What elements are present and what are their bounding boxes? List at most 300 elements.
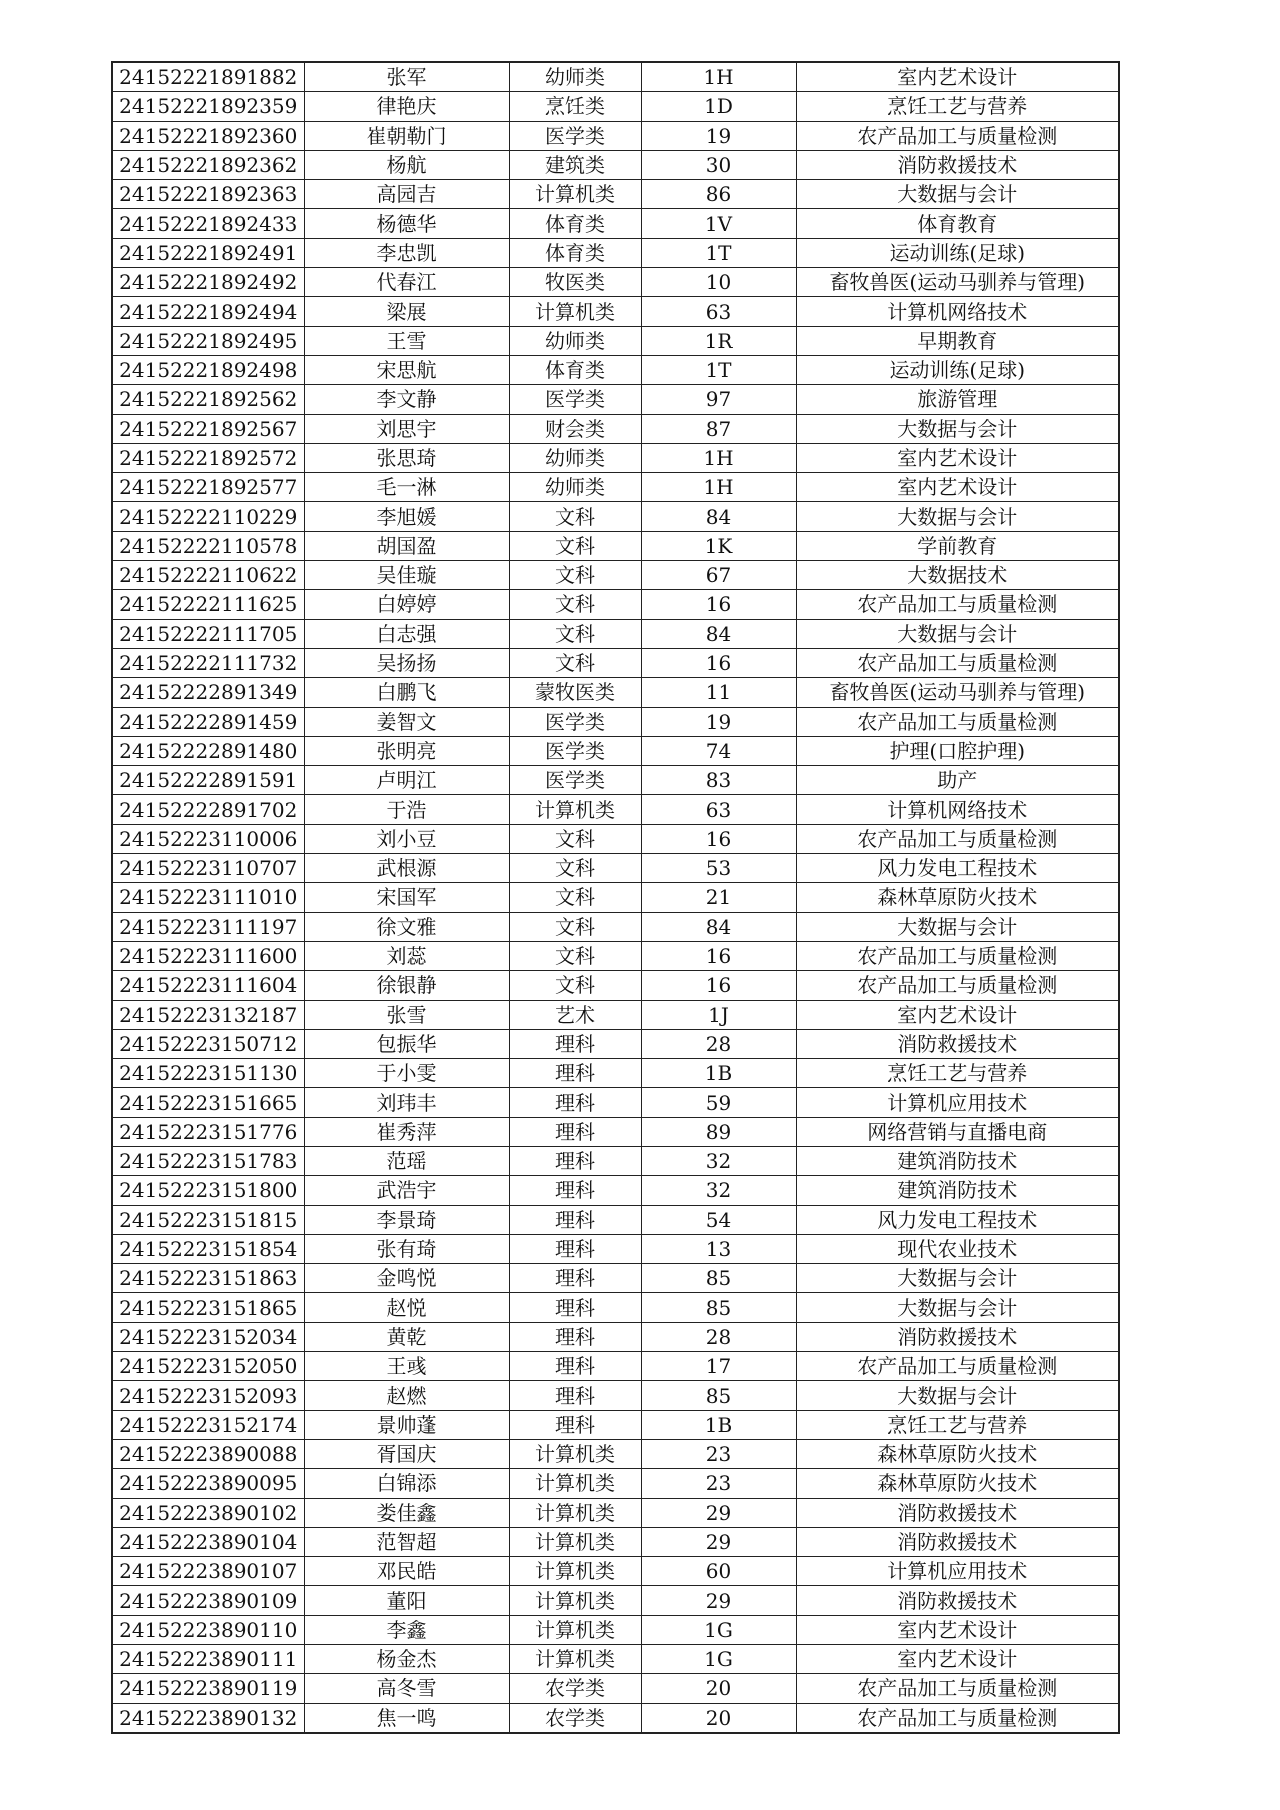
exam-id-cell: 24152221892433 [112, 209, 304, 238]
student-name-cell: 徐银静 [304, 971, 509, 1000]
major-code-cell: 32 [641, 1176, 796, 1205]
exam-id-cell: 24152221892359 [112, 92, 304, 121]
major-name-cell: 大数据与会计 [796, 619, 1119, 648]
category-cell: 计算机类 [509, 1439, 641, 1468]
exam-id-cell: 24152223132187 [112, 1000, 304, 1029]
student-name-cell: 武浩宇 [304, 1176, 509, 1205]
category-cell: 计算机类 [509, 1586, 641, 1615]
table-row [112, 941, 1119, 970]
table-row [112, 1176, 1119, 1205]
major-code-cell: 63 [641, 297, 796, 326]
major-code-cell: 16 [641, 824, 796, 853]
student-name-cell: 白婷婷 [304, 590, 509, 619]
major-code-cell: 23 [641, 1469, 796, 1498]
major-name-cell: 风力发电工程技术 [796, 1205, 1119, 1234]
major-name-cell: 农产品加工与质量检测 [796, 590, 1119, 619]
category-cell: 体育类 [509, 238, 641, 267]
student-name-cell: 刘玮丰 [304, 1088, 509, 1117]
table-row [112, 62, 1119, 92]
table-row [112, 121, 1119, 150]
category-cell: 文科 [509, 854, 641, 883]
major-code-cell: 28 [641, 1322, 796, 1351]
major-name-cell: 大数据与会计 [796, 502, 1119, 531]
table-row [112, 1703, 1119, 1733]
major-code-cell: 16 [641, 971, 796, 1000]
major-name-cell: 畜牧兽医(运动马驯养与管理) [796, 678, 1119, 707]
student-name-cell: 宋思航 [304, 355, 509, 384]
student-name-cell: 崔朝勒门 [304, 121, 509, 150]
major-name-cell: 消防救援技术 [796, 1527, 1119, 1556]
category-cell: 文科 [509, 883, 641, 912]
category-cell: 幼师类 [509, 62, 641, 92]
table-row [112, 1117, 1119, 1146]
table-row [112, 1469, 1119, 1498]
major-name-cell: 消防救援技术 [796, 1498, 1119, 1527]
category-cell: 计算机类 [509, 1498, 641, 1527]
major-code-cell: 32 [641, 1146, 796, 1175]
category-cell: 艺术 [509, 1000, 641, 1029]
table-row [112, 326, 1119, 355]
student-name-cell: 黄乾 [304, 1322, 509, 1351]
student-name-cell: 包振华 [304, 1029, 509, 1058]
student-name-cell: 胡国盈 [304, 531, 509, 560]
exam-id-cell: 24152223151865 [112, 1293, 304, 1322]
category-cell: 文科 [509, 971, 641, 1000]
major-name-cell: 大数据与会计 [796, 1293, 1119, 1322]
student-name-cell: 张雪 [304, 1000, 509, 1029]
major-code-cell: 89 [641, 1117, 796, 1146]
category-cell: 医学类 [509, 121, 641, 150]
category-cell: 农学类 [509, 1703, 641, 1733]
exam-id-cell: 24152223110707 [112, 854, 304, 883]
table-row [112, 1381, 1119, 1410]
major-code-cell: 97 [641, 385, 796, 414]
table-row [112, 1029, 1119, 1058]
category-cell: 理科 [509, 1381, 641, 1410]
major-name-cell: 室内艺术设计 [796, 1000, 1119, 1029]
table-row [112, 180, 1119, 209]
student-name-cell: 于浩 [304, 795, 509, 824]
major-code-cell: 1T [641, 238, 796, 267]
exam-id-cell: 24152223111604 [112, 971, 304, 1000]
student-name-cell: 高园吉 [304, 180, 509, 209]
student-name-cell: 娄佳鑫 [304, 1498, 509, 1527]
table-row [112, 678, 1119, 707]
major-name-cell: 农产品加工与质量检测 [796, 824, 1119, 853]
major-code-cell: 16 [641, 590, 796, 619]
student-name-cell: 赵悦 [304, 1293, 509, 1322]
exam-id-cell: 24152223151863 [112, 1264, 304, 1293]
exam-id-cell: 24152222111705 [112, 619, 304, 648]
major-code-cell: 20 [641, 1674, 796, 1703]
major-code-cell: 63 [641, 795, 796, 824]
table-row [112, 971, 1119, 1000]
major-name-cell: 大数据与会计 [796, 1381, 1119, 1410]
exam-id-cell: 24152223111010 [112, 883, 304, 912]
category-cell: 理科 [509, 1234, 641, 1263]
major-code-cell: 1H [641, 443, 796, 472]
exam-id-cell: 24152223151800 [112, 1176, 304, 1205]
exam-id-cell: 24152221892362 [112, 150, 304, 179]
student-name-cell: 梁展 [304, 297, 509, 326]
exam-id-cell: 24152223111600 [112, 941, 304, 970]
major-name-cell: 消防救援技术 [796, 150, 1119, 179]
table-row [112, 1410, 1119, 1439]
table-row [112, 912, 1119, 941]
student-name-cell: 武根源 [304, 854, 509, 883]
exam-id-cell: 24152221892498 [112, 355, 304, 384]
major-code-cell: 84 [641, 502, 796, 531]
major-code-cell: 29 [641, 1586, 796, 1615]
table-row [112, 1088, 1119, 1117]
student-name-cell: 吴佳璇 [304, 561, 509, 590]
student-name-cell: 卢明江 [304, 766, 509, 795]
major-name-cell: 农产品加工与质量检测 [796, 941, 1119, 970]
category-cell: 文科 [509, 502, 641, 531]
exam-id-cell: 24152223152093 [112, 1381, 304, 1410]
table-row [112, 1059, 1119, 1088]
exam-id-cell: 24152221892491 [112, 238, 304, 267]
exam-id-cell: 24152222110622 [112, 561, 304, 590]
major-name-cell: 烹饪工艺与营养 [796, 1059, 1119, 1088]
major-code-cell: 84 [641, 912, 796, 941]
major-name-cell: 计算机应用技术 [796, 1088, 1119, 1117]
major-code-cell: 1H [641, 62, 796, 92]
category-cell: 医学类 [509, 385, 641, 414]
major-code-cell: 28 [641, 1029, 796, 1058]
major-name-cell: 森林草原防火技术 [796, 883, 1119, 912]
category-cell: 文科 [509, 531, 641, 560]
major-name-cell: 农产品加工与质量检测 [796, 1703, 1119, 1733]
category-cell: 理科 [509, 1146, 641, 1175]
student-name-cell: 于小雯 [304, 1059, 509, 1088]
exam-id-cell: 24152223890107 [112, 1557, 304, 1586]
major-code-cell: 1T [641, 355, 796, 384]
student-name-cell: 杨金杰 [304, 1645, 509, 1674]
exam-id-cell: 24152222891459 [112, 707, 304, 736]
student-name-cell: 范智超 [304, 1527, 509, 1556]
category-cell: 文科 [509, 941, 641, 970]
category-cell: 计算机类 [509, 795, 641, 824]
table-row [112, 1557, 1119, 1586]
major-name-cell: 大数据与会计 [796, 180, 1119, 209]
exam-id-cell: 24152223150712 [112, 1029, 304, 1058]
major-code-cell: 87 [641, 414, 796, 443]
major-name-cell: 大数据技术 [796, 561, 1119, 590]
table-row [112, 1264, 1119, 1293]
table-row [112, 1586, 1119, 1615]
major-name-cell: 室内艺术设计 [796, 1645, 1119, 1674]
major-name-cell: 网络营销与直播电商 [796, 1117, 1119, 1146]
major-name-cell: 烹饪工艺与营养 [796, 1410, 1119, 1439]
table-row [112, 561, 1119, 590]
student-name-cell: 刘蕊 [304, 941, 509, 970]
major-name-cell: 护理(口腔护理) [796, 736, 1119, 765]
exam-id-cell: 24152222111732 [112, 648, 304, 677]
table-row [112, 619, 1119, 648]
exam-id-cell: 24152223890110 [112, 1615, 304, 1644]
exam-id-cell: 24152223151665 [112, 1088, 304, 1117]
major-name-cell: 烹饪工艺与营养 [796, 92, 1119, 121]
major-code-cell: 29 [641, 1498, 796, 1527]
category-cell: 理科 [509, 1322, 641, 1351]
exam-id-cell: 24152222110229 [112, 502, 304, 531]
table-row [112, 824, 1119, 853]
table-row [112, 1205, 1119, 1234]
table-row [112, 150, 1119, 179]
exam-id-cell: 24152223151815 [112, 1205, 304, 1234]
student-name-cell: 李景琦 [304, 1205, 509, 1234]
student-name-cell: 李忠凯 [304, 238, 509, 267]
exam-id-cell: 24152223890111 [112, 1645, 304, 1674]
exam-id-cell: 24152221892562 [112, 385, 304, 414]
student-name-cell: 律艳庆 [304, 92, 509, 121]
exam-id-cell: 24152221892492 [112, 268, 304, 297]
major-name-cell: 消防救援技术 [796, 1029, 1119, 1058]
major-code-cell: 20 [641, 1703, 796, 1733]
major-name-cell: 农产品加工与质量检测 [796, 1674, 1119, 1703]
category-cell: 体育类 [509, 355, 641, 384]
table-row [112, 707, 1119, 736]
major-name-cell: 助产 [796, 766, 1119, 795]
table-row [112, 854, 1119, 883]
student-name-cell: 杨航 [304, 150, 509, 179]
major-name-cell: 大数据与会计 [796, 414, 1119, 443]
exam-id-cell: 24152222111625 [112, 590, 304, 619]
table-row [112, 648, 1119, 677]
category-cell: 理科 [509, 1176, 641, 1205]
student-name-cell: 张明亮 [304, 736, 509, 765]
table-row [112, 209, 1119, 238]
student-name-cell: 毛一淋 [304, 473, 509, 502]
table-row [112, 238, 1119, 267]
student-name-cell: 白志强 [304, 619, 509, 648]
major-code-cell: 86 [641, 180, 796, 209]
student-name-cell: 吴扬扬 [304, 648, 509, 677]
major-code-cell: 1D [641, 92, 796, 121]
table-row [112, 385, 1119, 414]
exam-id-cell: 24152222891591 [112, 766, 304, 795]
exam-id-cell: 24152223110006 [112, 824, 304, 853]
category-cell: 理科 [509, 1088, 641, 1117]
table-row [112, 1527, 1119, 1556]
admission-table [111, 61, 1120, 1734]
student-name-cell: 焦一鸣 [304, 1703, 509, 1733]
table-body [112, 62, 1119, 1733]
exam-id-cell: 24152223890088 [112, 1439, 304, 1468]
major-code-cell: 1K [641, 531, 796, 560]
table-row [112, 1645, 1119, 1674]
table-row [112, 1000, 1119, 1029]
exam-id-cell: 24152221892567 [112, 414, 304, 443]
major-code-cell: 19 [641, 121, 796, 150]
major-code-cell: 13 [641, 1234, 796, 1263]
exam-id-cell: 24152223890119 [112, 1674, 304, 1703]
major-name-cell: 风力发电工程技术 [796, 854, 1119, 883]
student-name-cell: 范瑶 [304, 1146, 509, 1175]
major-code-cell: 59 [641, 1088, 796, 1117]
exam-id-cell: 24152223890132 [112, 1703, 304, 1733]
exam-id-cell: 24152222110578 [112, 531, 304, 560]
major-name-cell: 计算机网络技术 [796, 297, 1119, 326]
major-code-cell: 53 [641, 854, 796, 883]
table-row [112, 1439, 1119, 1468]
major-name-cell: 建筑消防技术 [796, 1146, 1119, 1175]
category-cell: 医学类 [509, 766, 641, 795]
exam-id-cell: 24152223151783 [112, 1146, 304, 1175]
exam-id-cell: 24152221892572 [112, 443, 304, 472]
table-row [112, 1322, 1119, 1351]
student-name-cell: 杨德华 [304, 209, 509, 238]
category-cell: 幼师类 [509, 473, 641, 502]
exam-id-cell: 24152223151854 [112, 1234, 304, 1263]
table-row [112, 1498, 1119, 1527]
student-name-cell: 张有琦 [304, 1234, 509, 1263]
category-cell: 文科 [509, 590, 641, 619]
major-name-cell: 大数据与会计 [796, 912, 1119, 941]
table-row [112, 1674, 1119, 1703]
exam-id-cell: 24152223151776 [112, 1117, 304, 1146]
student-name-cell: 金鸣悦 [304, 1264, 509, 1293]
exam-id-cell: 24152221892494 [112, 297, 304, 326]
major-code-cell: 84 [641, 619, 796, 648]
category-cell: 理科 [509, 1264, 641, 1293]
exam-id-cell: 24152222891702 [112, 795, 304, 824]
category-cell: 文科 [509, 912, 641, 941]
table-row [112, 297, 1119, 326]
major-name-cell: 畜牧兽医(运动马驯养与管理) [796, 268, 1119, 297]
category-cell: 幼师类 [509, 326, 641, 355]
table-row [112, 1234, 1119, 1263]
major-code-cell: 60 [641, 1557, 796, 1586]
major-name-cell: 森林草原防火技术 [796, 1439, 1119, 1468]
table-row [112, 795, 1119, 824]
major-name-cell: 现代农业技术 [796, 1234, 1119, 1263]
category-cell: 蒙牧医类 [509, 678, 641, 707]
table-row [112, 1293, 1119, 1322]
category-cell: 计算机类 [509, 297, 641, 326]
student-name-cell: 王彧 [304, 1352, 509, 1381]
student-name-cell: 张军 [304, 62, 509, 92]
major-code-cell: 1B [641, 1410, 796, 1439]
major-name-cell: 学前教育 [796, 531, 1119, 560]
category-cell: 计算机类 [509, 1557, 641, 1586]
exam-id-cell: 24152223890102 [112, 1498, 304, 1527]
major-name-cell: 计算机网络技术 [796, 795, 1119, 824]
category-cell: 医学类 [509, 736, 641, 765]
category-cell: 文科 [509, 619, 641, 648]
exam-id-cell: 24152223152034 [112, 1322, 304, 1351]
major-name-cell: 农产品加工与质量检测 [796, 648, 1119, 677]
category-cell: 计算机类 [509, 1469, 641, 1498]
table-row [112, 766, 1119, 795]
major-code-cell: 16 [641, 648, 796, 677]
exam-id-cell: 24152222891480 [112, 736, 304, 765]
major-name-cell: 室内艺术设计 [796, 62, 1119, 92]
category-cell: 体育类 [509, 209, 641, 238]
table-row [112, 443, 1119, 472]
student-name-cell: 刘小豆 [304, 824, 509, 853]
category-cell: 理科 [509, 1410, 641, 1439]
student-name-cell: 景帅蓬 [304, 1410, 509, 1439]
student-name-cell: 董阳 [304, 1586, 509, 1615]
student-name-cell: 高冬雪 [304, 1674, 509, 1703]
exam-id-cell: 24152223152050 [112, 1352, 304, 1381]
category-cell: 理科 [509, 1293, 641, 1322]
exam-id-cell: 24152223890109 [112, 1586, 304, 1615]
major-name-cell: 消防救援技术 [796, 1322, 1119, 1351]
category-cell: 理科 [509, 1117, 641, 1146]
major-name-cell: 建筑消防技术 [796, 1176, 1119, 1205]
student-name-cell: 宋国军 [304, 883, 509, 912]
category-cell: 理科 [509, 1029, 641, 1058]
major-name-cell: 运动训练(足球) [796, 355, 1119, 384]
category-cell: 计算机类 [509, 180, 641, 209]
exam-id-cell: 24152221892363 [112, 180, 304, 209]
major-name-cell: 运动训练(足球) [796, 238, 1119, 267]
major-name-cell: 大数据与会计 [796, 1264, 1119, 1293]
category-cell: 医学类 [509, 707, 641, 736]
major-name-cell: 消防救援技术 [796, 1586, 1119, 1615]
table-row [112, 590, 1119, 619]
category-cell: 计算机类 [509, 1615, 641, 1644]
major-code-cell: 1B [641, 1059, 796, 1088]
category-cell: 文科 [509, 648, 641, 677]
exam-id-cell: 24152223890104 [112, 1527, 304, 1556]
exam-id-cell: 24152222891349 [112, 678, 304, 707]
major-name-cell: 室内艺术设计 [796, 443, 1119, 472]
exam-id-cell: 24152223890095 [112, 1469, 304, 1498]
category-cell: 理科 [509, 1352, 641, 1381]
exam-id-cell: 24152223151130 [112, 1059, 304, 1088]
student-name-cell: 李旭媛 [304, 502, 509, 531]
student-name-cell: 胥国庆 [304, 1439, 509, 1468]
exam-id-cell: 24152221892577 [112, 473, 304, 502]
table-row [112, 1615, 1119, 1644]
major-code-cell: 16 [641, 941, 796, 970]
category-cell: 烹饪类 [509, 92, 641, 121]
category-cell: 理科 [509, 1059, 641, 1088]
category-cell: 计算机类 [509, 1527, 641, 1556]
exam-id-cell: 24152223111197 [112, 912, 304, 941]
exam-id-cell: 24152221891882 [112, 62, 304, 92]
category-cell: 财会类 [509, 414, 641, 443]
major-code-cell: 85 [641, 1264, 796, 1293]
student-name-cell: 李文静 [304, 385, 509, 414]
table-row [112, 355, 1119, 384]
student-name-cell: 白鹏飞 [304, 678, 509, 707]
major-code-cell: 67 [641, 561, 796, 590]
major-name-cell: 森林草原防火技术 [796, 1469, 1119, 1498]
major-code-cell: 30 [641, 150, 796, 179]
table-row [112, 883, 1119, 912]
major-code-cell: 29 [641, 1527, 796, 1556]
category-cell: 幼师类 [509, 443, 641, 472]
major-code-cell: 1G [641, 1645, 796, 1674]
category-cell: 理科 [509, 1205, 641, 1234]
student-name-cell: 白锦添 [304, 1469, 509, 1498]
major-name-cell: 农产品加工与质量检测 [796, 121, 1119, 150]
major-code-cell: 85 [641, 1293, 796, 1322]
major-code-cell: 10 [641, 268, 796, 297]
major-code-cell: 23 [641, 1439, 796, 1468]
major-name-cell: 旅游管理 [796, 385, 1119, 414]
student-name-cell: 赵燃 [304, 1381, 509, 1410]
category-cell: 牧医类 [509, 268, 641, 297]
category-cell: 建筑类 [509, 150, 641, 179]
major-name-cell: 早期教育 [796, 326, 1119, 355]
category-cell: 计算机类 [509, 1645, 641, 1674]
